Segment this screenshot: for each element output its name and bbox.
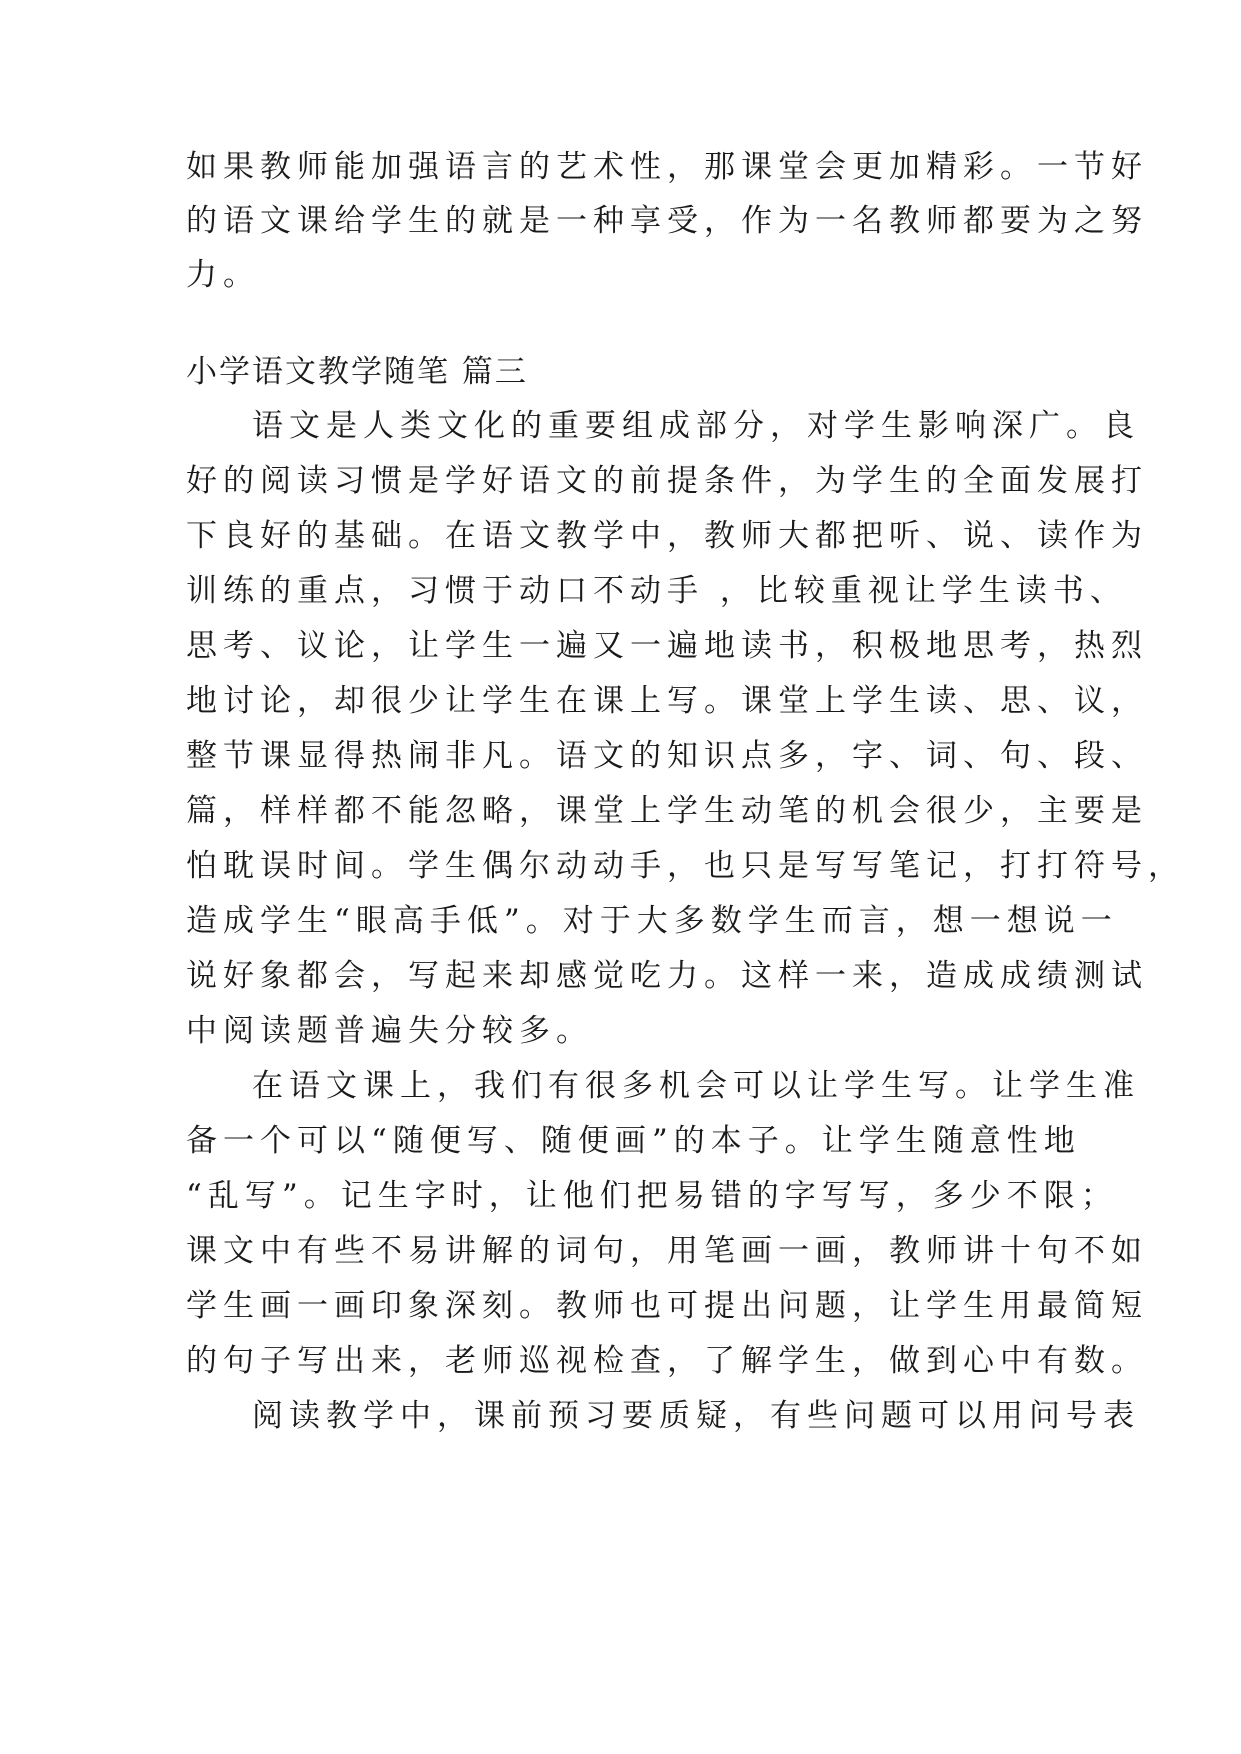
text-line: 备一个可以“随便写、随便画”的本子。让学生随意性地 bbox=[186, 1123, 1081, 1159]
text-line: 如果教师能加强语言的艺术性，那课堂会更加精彩。一节好 bbox=[186, 149, 1148, 185]
text-line: 篇，样样都不能忽略，课堂上学生动笔的机会很少，主要是 bbox=[186, 793, 1148, 829]
text-line: 地讨论，却很少让学生在课上写。课堂上学生读、思、议， bbox=[186, 683, 1148, 719]
paragraph-first-line: 语文是人类文化的重要组成部分，对学生影响深广。良 bbox=[252, 408, 1140, 444]
text-line: 中阅读题普遍失分较多。 bbox=[186, 1013, 593, 1049]
text-line: 造成学生“眼高手低”。对于大多数学生而言，想一想说一 bbox=[186, 903, 1118, 939]
text-line: 课文中有些不易讲解的词句，用笔画一画，教师讲十句不如 bbox=[186, 1233, 1148, 1269]
text-line: 下良好的基础。在语文教学中，教师大都把听、说、读作为 bbox=[186, 518, 1148, 554]
text-line: 整节课显得热闹非凡。语文的知识点多，字、词、句、段、 bbox=[186, 738, 1148, 774]
text-line: 力。 bbox=[186, 257, 260, 293]
text-line: 好的阅读习惯是学好语文的前提条件，为学生的全面发展打 bbox=[186, 463, 1148, 499]
paragraph-first-line: 阅读教学中，课前预习要质疑，有些问题可以用问号表 bbox=[252, 1398, 1140, 1434]
text-line: “乱写”。记生字时，让他们把易错的字写写，多少不限； bbox=[186, 1178, 1118, 1214]
text-line: 学生画一画印象深刻。教师也可提出问题，让学生用最简短 bbox=[186, 1288, 1148, 1324]
text-line: 训练的重点，习惯于动口不动手 ，比较重视让学生读书、 bbox=[186, 573, 1127, 609]
text-line: 的句子写出来，老师巡视检查，了解学生，做到心中有数。 bbox=[186, 1343, 1148, 1379]
section-title: 小学语文教学随笔 篇三 bbox=[186, 354, 528, 390]
text-line: 怕耽误时间。学生偶尔动动手，也只是写写笔记，打打符号， bbox=[186, 848, 1185, 884]
text-line: 思考、议论，让学生一遍又一遍地读书，积极地思考，热烈 bbox=[186, 628, 1148, 664]
paragraph-first-line: 在语文课上，我们有很多机会可以让学生写。让学生准 bbox=[252, 1068, 1140, 1104]
text-line: 的语文课给学生的就是一种享受，作为一名教师都要为之努 bbox=[186, 203, 1148, 239]
text-line: 说好象都会，写起来却感觉吃力。这样一来，造成成绩测试 bbox=[186, 958, 1148, 994]
